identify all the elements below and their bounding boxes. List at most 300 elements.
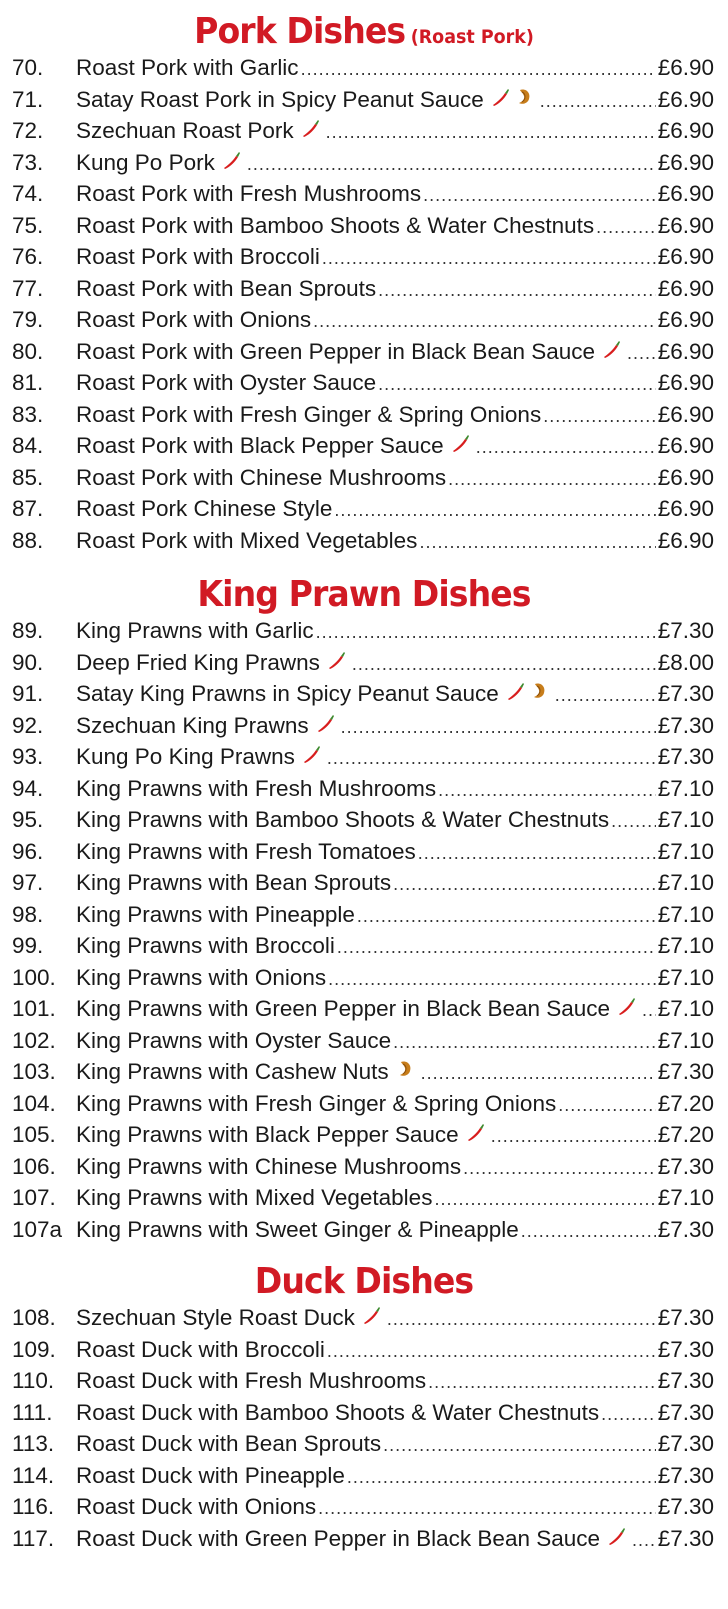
- menu-item-price: £6.90: [657, 275, 714, 301]
- menu-item-number: 89.: [12, 618, 44, 643]
- menu-item-price: £7.30: [657, 1399, 714, 1425]
- menu-item-number: 74.: [12, 181, 44, 206]
- menu-item-price: £7.30: [657, 1059, 714, 1084]
- menu-item-row: [76, 836, 714, 870]
- menu-item: [0, 710, 728, 742]
- menu-item-number: 91.: [12, 681, 44, 706]
- menu-item: [0, 493, 728, 525]
- menu-item: [0, 430, 728, 462]
- dot-leader: [463, 1153, 656, 1185]
- menu-item-row: [76, 647, 714, 681]
- menu-item-number: 88.: [12, 527, 44, 553]
- menu-item-number: 87.: [12, 496, 44, 521]
- menu-item-price: £7.10: [657, 1027, 714, 1053]
- section-subtitle: (Roast Pork): [410, 26, 534, 48]
- menu-item-number: 71.: [12, 86, 44, 112]
- menu-item-number: 100.: [12, 964, 56, 990]
- menu-item-row: [76, 178, 714, 212]
- menu-item-name: Roast Pork Chinese Style: [76, 496, 333, 521]
- menu-item-number: 79.: [12, 307, 44, 332]
- menu-item-name: Roast Pork with Black Pepper Sauce: [76, 433, 444, 458]
- menu-item-row: [76, 1334, 714, 1368]
- menu-item-row: [76, 962, 714, 996]
- menu-item-price: £6.90: [657, 496, 714, 521]
- menu-item-name: King Prawns with Pineapple: [76, 901, 355, 927]
- menu-item-name: Roast Duck with Onions: [76, 1494, 317, 1519]
- menu-item-number: 97.: [12, 870, 44, 895]
- menu-item-row: [76, 1491, 714, 1525]
- menu-item-number: 77.: [12, 275, 44, 301]
- menu-item: [0, 804, 728, 836]
- dot-leader: [558, 1090, 655, 1122]
- king-prawn-dishes-section: [0, 575, 728, 1245]
- menu-item-name: Roast Pork with Bamboo Shoots & Water Chestnuts: [76, 212, 595, 238]
- menu-item-row: [76, 993, 714, 1027]
- dot-leader: [378, 369, 656, 401]
- dot-leader: [313, 306, 656, 338]
- dot-leader: [434, 1184, 655, 1216]
- menu-item-number: 90.: [12, 649, 44, 675]
- menu-item-number: 116.: [12, 1494, 55, 1519]
- chilli-icon: [300, 115, 320, 135]
- menu-item: [0, 367, 728, 399]
- menu-item: [0, 1460, 728, 1492]
- menu-item: [0, 1151, 728, 1183]
- menu-item-icons: [300, 115, 324, 135]
- menu-item-row: [76, 147, 714, 181]
- menu-item-name: Roast Duck with Bean Sprouts: [76, 1431, 382, 1456]
- dot-leader: [326, 117, 656, 149]
- dot-leader: [601, 1399, 656, 1431]
- chilli-icon: [465, 1119, 485, 1139]
- chilli-icon: [616, 993, 636, 1013]
- menu-item: [0, 1302, 728, 1334]
- dot-leader: [428, 1367, 656, 1399]
- menu-item-price: £6.90: [657, 370, 714, 395]
- menu-item-number: 93.: [12, 744, 44, 769]
- menu-item-price: £7.10: [657, 775, 714, 801]
- menu-item-row: [76, 1056, 714, 1090]
- menu-item-price: £7.30: [657, 1462, 714, 1488]
- menu-item: [0, 178, 728, 210]
- menu-item-name: King Prawns with Broccoli: [76, 933, 335, 958]
- menu-item-name: Szechuan Style Roast Duck: [76, 1305, 355, 1330]
- menu-item-icons: [465, 1119, 489, 1139]
- menu-item-name: Roast Pork with Oyster Sauce: [76, 370, 377, 395]
- dot-leader: [357, 901, 656, 933]
- menu-item: [0, 1182, 728, 1214]
- menu-item-number: 102.: [12, 1027, 56, 1053]
- menu-item: [0, 930, 728, 962]
- section-title: [29, 575, 699, 615]
- nut-icon: [395, 1056, 415, 1076]
- section-title: [29, 1262, 699, 1302]
- menu-item-name: Roast Pork with Onions: [76, 307, 312, 332]
- menu-item: [0, 115, 728, 147]
- menu-item-name: King Prawns with Cashew Nuts: [76, 1059, 389, 1084]
- menu-item-row: [76, 773, 714, 807]
- dot-leader: [555, 680, 656, 712]
- menu-item-price: £7.30: [657, 744, 714, 769]
- menu-item: [0, 1088, 728, 1120]
- menu-item-icons: [315, 710, 339, 730]
- menu-item: [0, 678, 728, 710]
- menu-item: [0, 962, 728, 994]
- menu-item-name: Deep Fried King Prawns: [76, 649, 320, 675]
- menu-item: [0, 647, 728, 679]
- dot-leader: [334, 495, 655, 527]
- menu-item-icons: [505, 678, 553, 698]
- menu-item-name: Roast Pork with Garlic: [76, 55, 299, 80]
- menu-item-row: [76, 525, 714, 559]
- menu-item-number: 92.: [12, 712, 44, 738]
- menu-item: [0, 1214, 728, 1246]
- menu-item-price: £6.90: [657, 338, 714, 364]
- chilli-icon: [221, 147, 241, 167]
- menu-item-row: [76, 1523, 714, 1557]
- menu-item-name: Szechuan Roast Pork: [76, 118, 294, 143]
- menu-item: [0, 273, 728, 305]
- chilli-icon: [601, 336, 621, 356]
- menu-item-name: Satay Roast Pork in Spicy Peanut Sauce: [76, 86, 484, 112]
- menu-item-price: £7.30: [657, 1525, 714, 1551]
- chilli-icon: [606, 1523, 626, 1543]
- menu-item-name: Roast Duck with Bamboo Shoots & Water Chestnuts: [76, 1399, 600, 1425]
- menu-item-price: £6.90: [657, 401, 714, 427]
- dot-leader: [393, 1027, 656, 1059]
- menu-item-list: [0, 52, 728, 556]
- menu-item-row: [76, 304, 714, 338]
- menu-item-price: £7.10: [657, 807, 714, 832]
- menu-item-price: £6.90: [657, 181, 714, 206]
- menu-item-price: £7.20: [657, 1090, 714, 1116]
- menu-item-number: 103.: [12, 1059, 56, 1084]
- menu-item-number: 117.: [12, 1525, 55, 1551]
- menu-item-row: [76, 84, 714, 118]
- menu-item-number: 108.: [12, 1305, 56, 1330]
- dot-leader: [611, 806, 656, 838]
- menu-item-row: [76, 1397, 714, 1431]
- menu-item-row: [76, 1119, 714, 1153]
- menu-item-number: 70.: [12, 55, 44, 80]
- menu-item-number: 113.: [12, 1431, 55, 1456]
- menu-item-row: [76, 430, 714, 464]
- menu-item-name: Roast Duck with Pineapple: [76, 1462, 345, 1488]
- menu-item-number: 107.: [12, 1185, 56, 1210]
- menu-item-row: [76, 273, 714, 307]
- menu-item-price: £6.90: [657, 307, 714, 332]
- menu-item-row: [76, 1182, 714, 1216]
- menu-item-name: Roast Duck with Green Pepper in Black Bean Sauce: [76, 1525, 601, 1551]
- menu-item-number: 83.: [12, 401, 44, 427]
- menu-item-icons: [616, 993, 640, 1013]
- menu-item-number: 105.: [12, 1122, 56, 1147]
- chilli-icon: [361, 1302, 381, 1322]
- menu-item-name: King Prawns with Green Pepper in Black Bean Sauce: [76, 996, 611, 1021]
- menu-item: [0, 241, 728, 273]
- menu-item-row: [76, 1214, 714, 1248]
- menu-item-price: £7.30: [657, 1153, 714, 1179]
- menu-item-name: Kung Po Pork: [76, 149, 215, 175]
- menu-item-number: 94.: [12, 775, 44, 801]
- menu-item-price: £7.10: [657, 838, 714, 864]
- dot-leader: [316, 617, 656, 649]
- dot-leader: [352, 649, 656, 681]
- menu-item-row: [76, 115, 714, 149]
- menu-item: [0, 1491, 728, 1523]
- menu-item-name: Roast Pork with Chinese Mushrooms: [76, 464, 447, 490]
- menu-item-name: Roast Pork with Bean Sprouts: [76, 275, 377, 301]
- menu-item: [0, 336, 728, 368]
- menu-item-name: King Prawns with Garlic: [76, 618, 314, 643]
- dot-leader: [322, 243, 656, 275]
- dot-leader: [540, 86, 656, 118]
- menu-item-icons: [221, 147, 245, 167]
- menu-item: [0, 867, 728, 899]
- menu-item-list: [0, 615, 728, 1245]
- menu-item-number: 73.: [12, 149, 44, 175]
- menu-item-number: 85.: [12, 464, 44, 490]
- menu-item-price: £7.30: [657, 1368, 714, 1393]
- menu-item: [0, 525, 728, 557]
- menu-item: [0, 1365, 728, 1397]
- menu-item-row: [76, 336, 714, 370]
- menu-item-row: [76, 678, 714, 712]
- dot-leader: [393, 869, 656, 901]
- menu-item: [0, 52, 728, 84]
- dot-leader: [543, 401, 655, 433]
- dot-leader: [347, 1462, 656, 1494]
- menu-item-name: King Prawns with Sweet Ginger & Pineapple: [76, 1216, 519, 1242]
- menu-item-number: 81.: [12, 370, 44, 395]
- menu-item-number: 99.: [12, 933, 44, 958]
- menu-item-name: Szechuan King Prawns: [76, 712, 309, 738]
- menu-item-price: £6.90: [657, 464, 714, 490]
- dot-leader: [328, 964, 656, 996]
- menu-item-price: £6.90: [657, 527, 714, 553]
- menu-item: [0, 1119, 728, 1151]
- menu-item-row: [76, 1460, 714, 1494]
- pork-dishes-section: [0, 12, 728, 556]
- chilli-icon: [490, 84, 510, 104]
- menu-item-price: £7.10: [657, 901, 714, 927]
- menu-item-name: Roast Duck with Broccoli: [76, 1336, 325, 1362]
- menu-item-row: [76, 1151, 714, 1185]
- menu-item-name: Roast Duck with Fresh Mushrooms: [76, 1368, 427, 1393]
- menu-item-name: King Prawns with Bamboo Shoots & Water Chestnuts: [76, 807, 610, 832]
- menu-item-price: £7.20: [657, 1122, 714, 1147]
- menu-item-number: 101.: [12, 996, 56, 1021]
- chilli-icon: [301, 741, 321, 761]
- menu-item: [0, 210, 728, 242]
- menu-item-row: [76, 1365, 714, 1399]
- nut-icon: [514, 84, 534, 104]
- menu-item: [0, 1428, 728, 1460]
- menu-item-row: [76, 241, 714, 275]
- dot-leader: [318, 1493, 656, 1525]
- menu-item-icons: [301, 741, 325, 761]
- menu-item-row: [76, 930, 714, 964]
- menu-item-name: Roast Pork with Broccoli: [76, 244, 320, 269]
- menu-item-price: £6.90: [657, 118, 714, 143]
- menu-item-price: £7.30: [657, 712, 714, 738]
- dot-leader: [627, 338, 656, 370]
- dot-leader: [421, 1058, 656, 1090]
- menu-item-row: [76, 1302, 714, 1336]
- menu-item: [0, 462, 728, 494]
- menu-item-price: £8.00: [657, 649, 714, 675]
- menu-item-number: 80.: [12, 338, 44, 364]
- duck-dishes-section: [0, 1262, 728, 1554]
- menu-item-name: King Prawns with Chinese Mushrooms: [76, 1153, 462, 1179]
- menu-item-price: £6.90: [657, 244, 714, 269]
- menu-item-icons: [450, 430, 474, 450]
- menu-item: [0, 1056, 728, 1088]
- menu-item: [0, 899, 728, 931]
- menu-item-price: £7.10: [657, 964, 714, 990]
- menu-item: [0, 1334, 728, 1366]
- menu-item-number: 76.: [12, 244, 44, 269]
- dot-leader: [448, 464, 656, 496]
- menu-item-price: £7.30: [657, 1494, 714, 1519]
- dot-leader: [476, 432, 656, 464]
- section-title-text: King Prawn Dishes: [197, 574, 531, 615]
- dot-leader: [438, 775, 656, 807]
- menu-item-name: King Prawns with Mixed Vegetables: [76, 1185, 433, 1210]
- dot-leader: [387, 1304, 656, 1336]
- menu-item: [0, 836, 728, 868]
- menu-item-number: 75.: [12, 212, 44, 238]
- section-title-text: Duck Dishes: [254, 1261, 474, 1302]
- menu-item-icons: [326, 647, 350, 667]
- menu-item-list: [0, 1302, 728, 1554]
- menu-item-price: £6.90: [657, 86, 714, 112]
- dot-leader: [632, 1525, 656, 1557]
- menu-item-name: King Prawns with Fresh Mushrooms: [76, 775, 437, 801]
- menu-item-price: £7.30: [657, 1216, 714, 1242]
- dot-leader: [418, 838, 656, 870]
- dot-leader: [301, 54, 656, 86]
- section-title-text: Pork Dishes: [194, 11, 406, 52]
- menu-item-row: [76, 741, 714, 775]
- menu-item-name: King Prawns with Fresh Tomatoes: [76, 838, 416, 864]
- menu-item-number: 104.: [12, 1090, 56, 1116]
- menu-item: [0, 1397, 728, 1429]
- menu-item-price: £7.10: [657, 870, 714, 895]
- menu-item-number: 95.: [12, 807, 44, 832]
- menu-item-row: [76, 210, 714, 244]
- menu-item-number: 98.: [12, 901, 44, 927]
- menu-item-icons: [395, 1056, 419, 1076]
- menu-item-row: [76, 52, 714, 86]
- menu-item-price: £7.10: [657, 1185, 714, 1210]
- dot-leader: [491, 1121, 656, 1153]
- menu-item-name: Satay King Prawns in Spicy Peanut Sauce: [76, 681, 499, 706]
- menu-item-row: [76, 1025, 714, 1059]
- menu-item-name: King Prawns with Bean Sprouts: [76, 870, 392, 895]
- menu-item-row: [76, 615, 714, 649]
- menu-item-row: [76, 493, 714, 527]
- menu-item-row: [76, 899, 714, 933]
- menu-item-price: £7.10: [657, 933, 714, 958]
- menu-item-icons: [606, 1523, 630, 1543]
- dot-leader: [378, 275, 656, 307]
- dot-leader: [383, 1430, 656, 1462]
- menu-item-number: 114.: [12, 1462, 55, 1488]
- dot-leader: [337, 932, 656, 964]
- menu-item-row: [76, 1088, 714, 1122]
- dot-leader: [327, 743, 656, 775]
- section-title: [29, 12, 699, 52]
- menu-item-price: £6.90: [657, 149, 714, 175]
- menu-item: [0, 1523, 728, 1555]
- menu-item-icons: [601, 336, 625, 356]
- menu-item-name: King Prawns with Oyster Sauce: [76, 1027, 392, 1053]
- menu-item-icons: [490, 84, 538, 104]
- menu-item-row: [76, 462, 714, 496]
- dot-leader: [642, 995, 656, 1027]
- menu-item: [0, 84, 728, 116]
- nut-icon: [529, 678, 549, 698]
- menu-item-row: [76, 710, 714, 744]
- menu-item-row: [76, 804, 714, 838]
- menu-item-price: £7.30: [657, 1431, 714, 1456]
- menu-item-number: 84.: [12, 433, 44, 458]
- menu-item-icons: [361, 1302, 385, 1322]
- menu-item: [0, 615, 728, 647]
- dot-leader: [521, 1216, 656, 1248]
- menu-item-row: [76, 1428, 714, 1462]
- dot-leader: [341, 712, 656, 744]
- menu-item-price: £7.30: [657, 681, 714, 706]
- dot-leader: [419, 527, 655, 559]
- menu-item-name: Roast Pork with Mixed Vegetables: [76, 527, 418, 553]
- chilli-icon: [315, 710, 335, 730]
- menu-item-number: 72.: [12, 118, 44, 143]
- menu-item-number: 96.: [12, 838, 44, 864]
- menu-item: [0, 147, 728, 179]
- menu-item-name: Roast Pork with Fresh Mushrooms: [76, 181, 422, 206]
- menu-item: [0, 773, 728, 805]
- menu-item-price: £6.90: [657, 433, 714, 458]
- dot-leader: [247, 149, 656, 181]
- menu-item-price: £7.10: [657, 996, 714, 1021]
- menu-item-row: [76, 367, 714, 401]
- menu-item-name: King Prawns with Black Pepper Sauce: [76, 1122, 459, 1147]
- menu-item-number: 107a: [12, 1216, 63, 1242]
- menu-item-number: 110.: [12, 1368, 55, 1393]
- menu-item: [0, 1025, 728, 1057]
- menu-item-price: £7.30: [657, 1336, 714, 1362]
- menu-item: [0, 741, 728, 773]
- menu-item-number: 106.: [12, 1153, 56, 1179]
- dot-leader: [596, 212, 656, 244]
- menu-item-number: 111.: [12, 1399, 53, 1425]
- dot-leader: [423, 180, 656, 212]
- menu-item-price: £7.30: [657, 618, 714, 643]
- menu-item-price: £7.30: [657, 1305, 714, 1330]
- menu-item: [0, 304, 728, 336]
- chilli-icon: [450, 430, 470, 450]
- chilli-icon: [505, 678, 525, 698]
- menu-item-name: Roast Pork with Green Pepper in Black Bean Sauce: [76, 338, 596, 364]
- menu-item-number: 109.: [12, 1336, 56, 1362]
- chilli-icon: [326, 647, 346, 667]
- menu-item-name: Roast Pork with Fresh Ginger & Spring Onions: [76, 401, 542, 427]
- menu-item: [0, 399, 728, 431]
- menu-item-price: £6.90: [657, 212, 714, 238]
- menu-item-name: King Prawns with Fresh Ginger & Spring Onions: [76, 1090, 557, 1116]
